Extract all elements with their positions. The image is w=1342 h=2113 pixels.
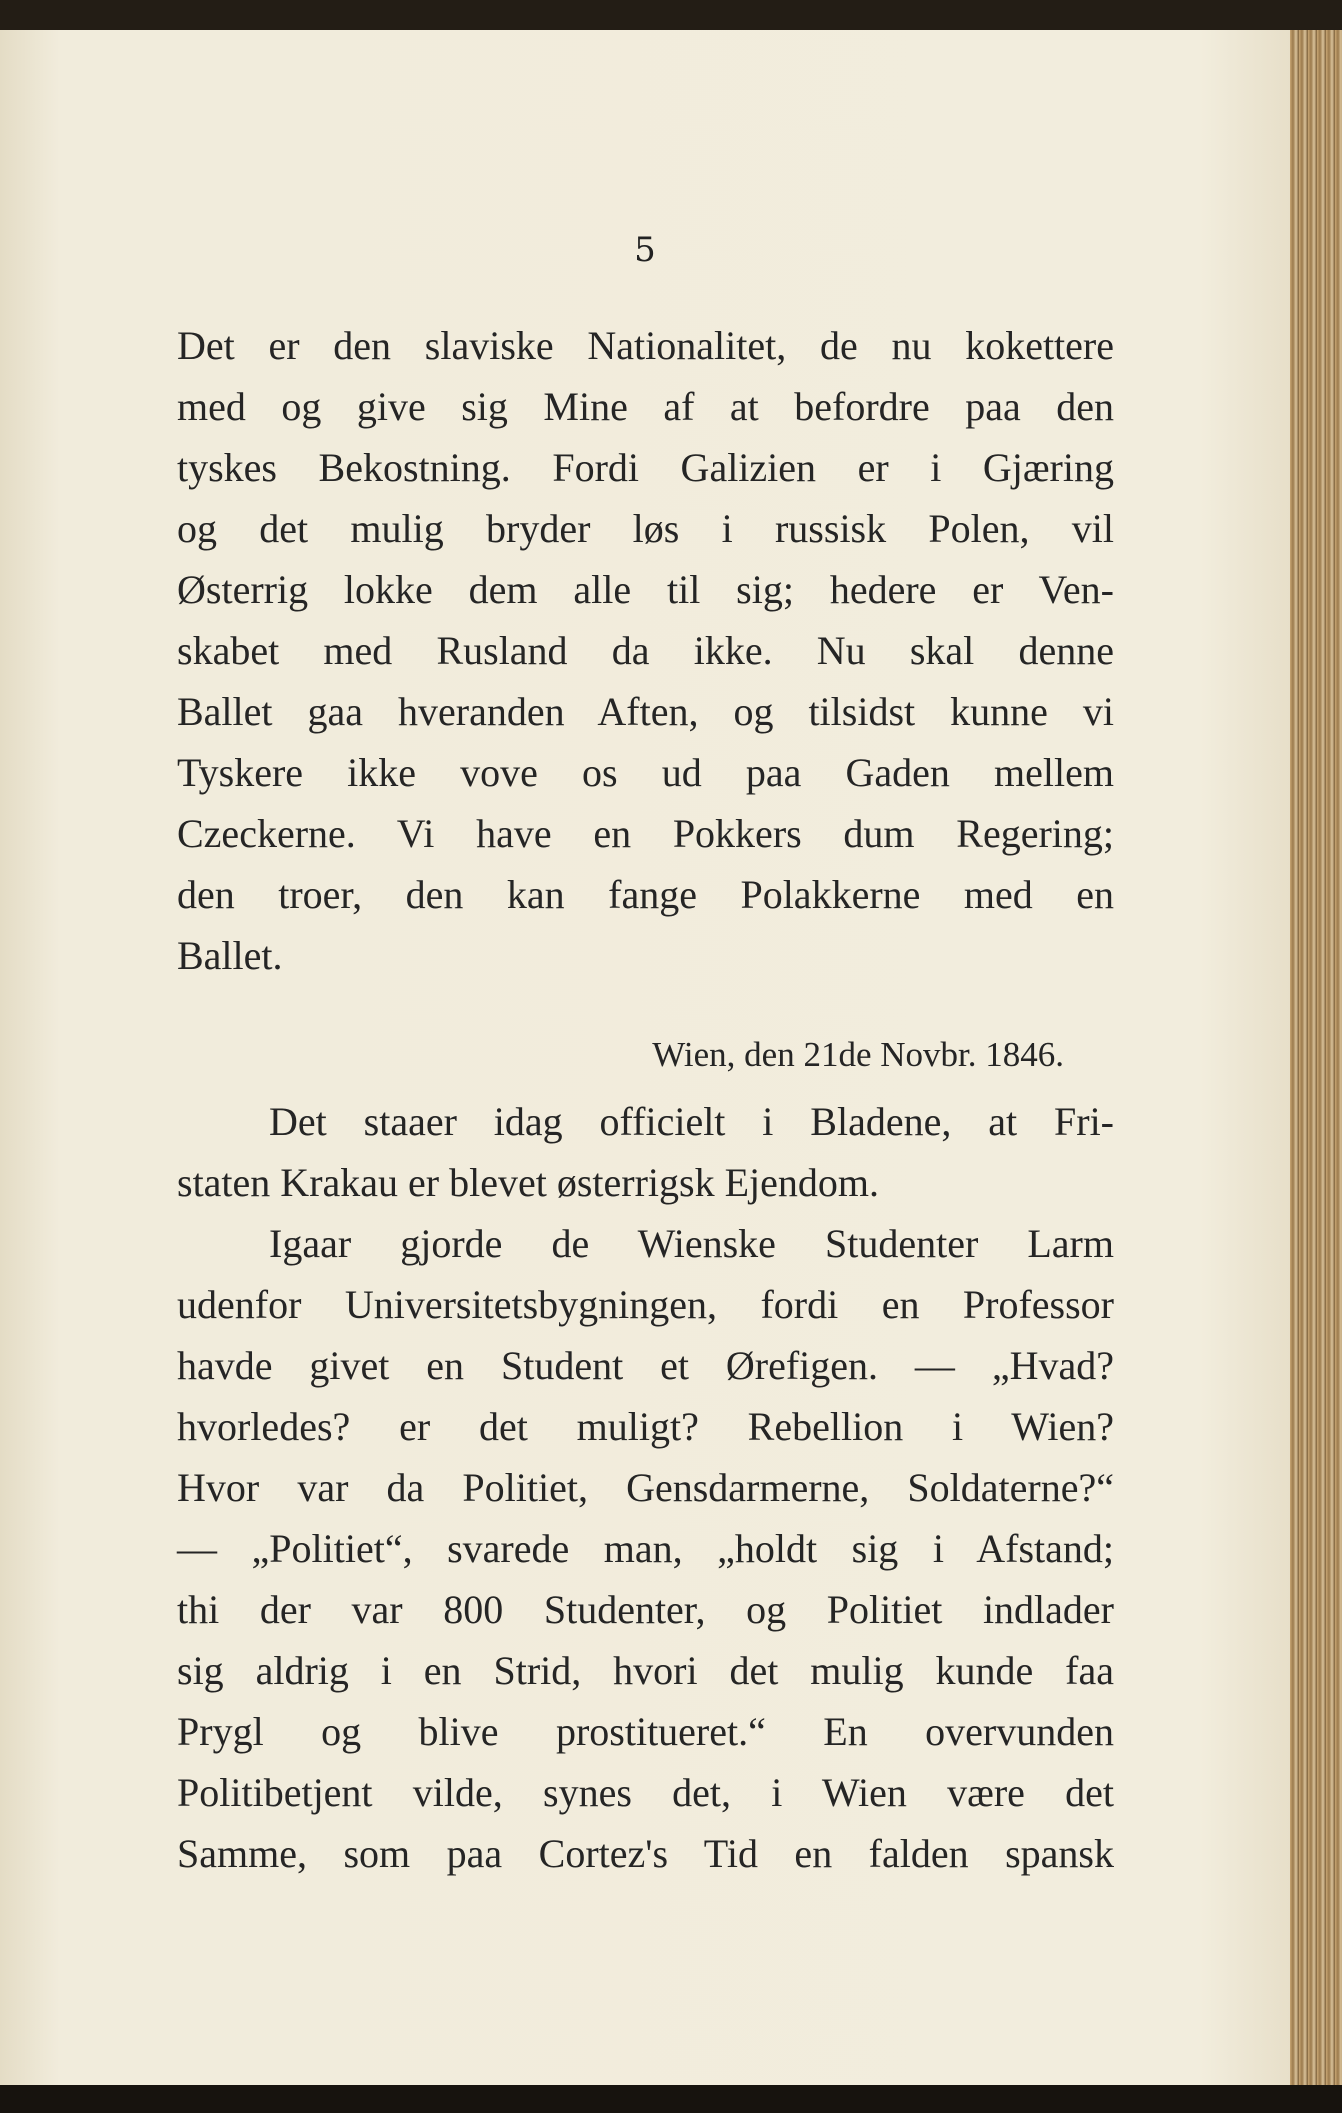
page-number: 5 [634,230,656,270]
scan-top-border [0,0,1342,30]
dateline: Wien, den 21de Novbr. 1846. [652,1035,1064,1074]
text-line: staten Krakau er blevet østerrigsk Ejendom. [177,1160,879,1205]
text-line: og det mulig bryder løs i russisk Polen, vil [177,506,1114,551]
page-edges [1290,30,1342,2085]
text-line: havde givet en Student et Ørefigen. — „Hvad? [177,1343,1114,1388]
body-text [177,315,1114,1884]
text-line: Hvor var da Politiet, Gensdarmerne, Soldaterne?“ [177,1465,1114,1510]
text-line: hvorledes? er det muligt? Rebellion i Wien? [177,1404,1114,1449]
scan-bottom-border [0,2085,1342,2113]
text-line: skabet med Rusland da ikke. Nu skal denne [177,628,1114,673]
text-line: Ballet gaa hveranden Aften, og tilsidst kunne vi [177,689,1114,734]
text-line: tyskes Bekostning. Fordi Galizien er i Gjæring [177,445,1114,490]
text-line: Det staaer idag officielt i Bladene, at Fri- [269,1099,1114,1144]
text-line: sig aldrig i en Strid, hvori det mulig kunde faa [177,1648,1114,1693]
text-line: Ballet. [177,933,283,978]
text-line: udenfor Universitetsbygningen, fordi en Professor [177,1282,1114,1327]
text-line: Det er den slaviske Nationalitet, de nu kokettere [177,323,1114,368]
text-line: Politibetjent vilde, synes det, i Wien være det [177,1770,1114,1815]
text-line: Czeckerne. Vi have en Pokkers dum Regering; [177,811,1114,856]
text-line: Tyskere ikke vove os ud paa Gaden mellem [177,750,1114,795]
text-line: Igaar gjorde de Wienske Studenter Larm [269,1221,1114,1266]
text-line: den troer, den kan fange Polakkerne med en [177,872,1114,917]
text-line: thi der var 800 Studenter, og Politiet indlader [177,1587,1114,1632]
text-line: Østerrig lokke dem alle til sig; hedere er Ven- [177,567,1114,612]
text-line: med og give sig Mine af at befordre paa den [177,384,1114,429]
text-line: Samme, som paa Cortez's Tid en falden spansk [177,1831,1114,1876]
text-line: Prygl og blive prostitueret.“ En overvunden [177,1709,1114,1754]
text-line: — „Politiet“, svarede man, „holdt sig i Afstand; [177,1526,1114,1571]
